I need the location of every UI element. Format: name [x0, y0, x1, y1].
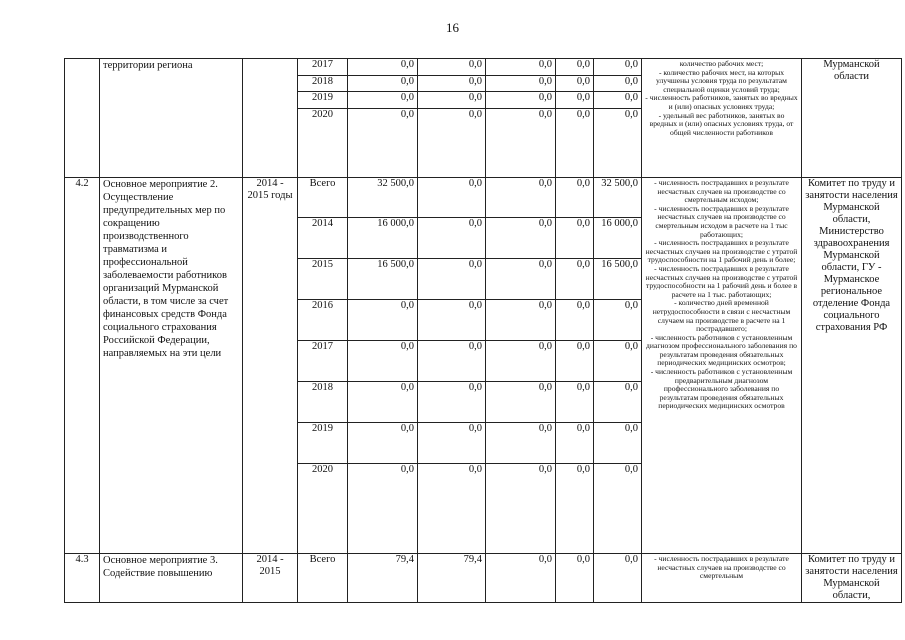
amount-cell: 0,0	[486, 554, 556, 603]
indicator-line: количество рабочих мест;	[679, 59, 764, 68]
program-table	[64, 58, 902, 603]
year-cell: 2020	[298, 464, 348, 554]
implementation-period: 2014 - 2015 годы	[243, 178, 298, 554]
indicator-line: - численность работников, занятых во вредных и (или) опасных условиях труда;	[645, 93, 798, 111]
amount-cell: 16 500,0	[594, 259, 642, 300]
amount-cell: 32 500,0	[594, 178, 642, 218]
amount-cell: 0,0	[556, 218, 594, 259]
amount-cell: 0,0	[594, 109, 642, 178]
table-row	[65, 554, 902, 603]
year-cell: 2020	[298, 109, 348, 178]
amount-cell: 0,0	[486, 178, 556, 218]
executor-cell: Комитет по труду и занятости населения Мурманской области,	[802, 554, 902, 603]
amount-cell: 0,0	[486, 300, 556, 341]
year-cell: Всего	[298, 554, 348, 603]
amount-cell: 0,0	[594, 300, 642, 341]
indicator-line: - численность пострадавших в результате несчастных случаев на производстве со смертельным исходом;	[654, 178, 789, 205]
amount-cell: 0,0	[486, 92, 556, 109]
measure-name: Основное мероприятие 2. Осуществление предупредительных мер по сокращению производственного травматизма и профессиональной заболеваемости работников организаций Мурманской области, в том числе за счет финансовых средств Фонда социального страхования Российской Федерации, направляемых на эти цели	[100, 178, 243, 554]
implementation-period	[243, 59, 298, 178]
amount-cell: 0,0	[348, 300, 418, 341]
amount-cell: 0,0	[556, 92, 594, 109]
amount-cell: 0,0	[418, 109, 486, 178]
amount-cell: 0,0	[418, 59, 486, 76]
amount-cell: 0,0	[556, 382, 594, 423]
item-number	[65, 59, 100, 178]
amount-cell: 0,0	[418, 382, 486, 423]
amount-cell: 0,0	[486, 259, 556, 300]
indicator-line: - численность работников с установленным предварительным диагнозом профессионального заболевания по результатам проведения обязательных периодических медицинских осмотров	[650, 367, 793, 411]
executor-cell: Комитет по труду и занятости населения Мурманской области, Министерство здравоохранения Мурманской области, ГУ - Мурманское региональное отделение Фонда социального страхования РФ	[802, 178, 902, 554]
amount-cell: 0,0	[418, 76, 486, 92]
amount-cell: 0,0	[594, 92, 642, 109]
year-cell: 2018	[298, 382, 348, 423]
year-cell: 2019	[298, 92, 348, 109]
item-number: 4.2	[65, 178, 100, 554]
amount-cell: 0,0	[556, 464, 594, 554]
page-number: 16	[446, 20, 459, 35]
item-number: 4.3	[65, 554, 100, 603]
amount-cell: 0,0	[486, 341, 556, 382]
amount-cell: 0,0	[418, 341, 486, 382]
indicator-line: - удельный вес работников, занятых во вредных и (или) опасных условиях труда, от общей численности работников	[649, 110, 794, 137]
measure-name: Основное мероприятие 3. Содействие повышению	[100, 554, 243, 603]
year-cell: 2015	[298, 259, 348, 300]
indicator-line: - количество дней временной нетрудоспособности в связи с несчастным случаем на производстве в расчете на 1 пострадавшего;	[652, 298, 791, 334]
indicator-line: - численность пострадавших в результате несчастных случаев на производстве с утратой трудоспособности на 1 рабочий день и более;	[645, 238, 798, 265]
amount-cell: 0,0	[486, 76, 556, 92]
year-cell: 2017	[298, 341, 348, 382]
amount-cell: 0,0	[348, 59, 418, 76]
amount-cell: 79,4	[348, 554, 418, 603]
amount-cell: 0,0	[594, 423, 642, 464]
amount-cell: 0,0	[556, 554, 594, 603]
amount-cell: 0,0	[418, 464, 486, 554]
indicators-cell	[642, 178, 802, 554]
amount-cell: 0,0	[418, 259, 486, 300]
amount-cell: 0,0	[486, 423, 556, 464]
amount-cell: 0,0	[556, 178, 594, 218]
amount-cell: 0,0	[486, 109, 556, 178]
indicator-line: - численность пострадавших в результате несчастных случаев на производстве с утратой трудоспособности на 1 рабочий день и более в расчете на 1 тыс. работающих;	[645, 263, 798, 299]
indicator-line: - количество рабочих мест, на которых улучшены условия труда по результатам специальной оценки условий труда;	[656, 67, 787, 94]
implementation-period: 2014 - 2015	[243, 554, 298, 603]
amount-cell: 0,0	[594, 554, 642, 603]
amount-cell: 0,0	[348, 92, 418, 109]
year-cell: 2018	[298, 76, 348, 92]
year-cell: 2019	[298, 423, 348, 464]
amount-cell: 32 500,0	[348, 178, 418, 218]
amount-cell: 0,0	[348, 423, 418, 464]
amount-cell: 0,0	[594, 382, 642, 423]
indicators-cell	[642, 554, 802, 603]
amount-cell: 0,0	[418, 423, 486, 464]
table-row	[65, 178, 902, 218]
amount-cell: 0,0	[348, 76, 418, 92]
executor-cell: Мурманской области	[802, 59, 902, 178]
amount-cell: 0,0	[594, 59, 642, 76]
amount-cell: 0,0	[418, 300, 486, 341]
indicator-line: - численность работников с установленным диагнозом профессионального заболевания по результатам проведения обязательных периодических медицинских осмотров;	[646, 332, 797, 368]
amount-cell: 0,0	[418, 218, 486, 259]
amount-cell: 0,0	[348, 464, 418, 554]
amount-cell: 0,0	[486, 59, 556, 76]
year-cell: 2017	[298, 59, 348, 76]
amount-cell: 0,0	[486, 464, 556, 554]
amount-cell: 0,0	[486, 382, 556, 423]
indicator-line: - численность пострадавших в результате несчастных случаев на производстве со смертельным	[654, 554, 789, 581]
amount-cell: 0,0	[418, 178, 486, 218]
amount-cell: 79,4	[418, 554, 486, 603]
indicators-cell	[642, 59, 802, 178]
amount-cell: 0,0	[556, 423, 594, 464]
amount-cell: 0,0	[348, 341, 418, 382]
amount-cell: 0,0	[556, 259, 594, 300]
amount-cell: 0,0	[594, 76, 642, 92]
amount-cell: 0,0	[486, 218, 556, 259]
amount-cell: 16 000,0	[348, 218, 418, 259]
amount-cell: 0,0	[556, 109, 594, 178]
amount-cell: 0,0	[348, 382, 418, 423]
amount-cell: 0,0	[556, 59, 594, 76]
amount-cell: 0,0	[418, 92, 486, 109]
amount-cell: 0,0	[556, 76, 594, 92]
table-row	[65, 59, 902, 76]
year-cell: 2014	[298, 218, 348, 259]
amount-cell: 0,0	[348, 109, 418, 178]
year-cell: Всего	[298, 178, 348, 218]
amount-cell: 16 000,0	[594, 218, 642, 259]
amount-cell: 0,0	[594, 464, 642, 554]
indicator-line: - численность пострадавших в результате несчастных случаев на производстве со смертельным исходом в расчете на 1 тыс работающих;	[654, 203, 789, 239]
year-cell: 2016	[298, 300, 348, 341]
amount-cell: 16 500,0	[348, 259, 418, 300]
amount-cell: 0,0	[556, 341, 594, 382]
measure-name: территории региона	[100, 59, 243, 178]
amount-cell: 0,0	[594, 341, 642, 382]
amount-cell: 0,0	[556, 300, 594, 341]
